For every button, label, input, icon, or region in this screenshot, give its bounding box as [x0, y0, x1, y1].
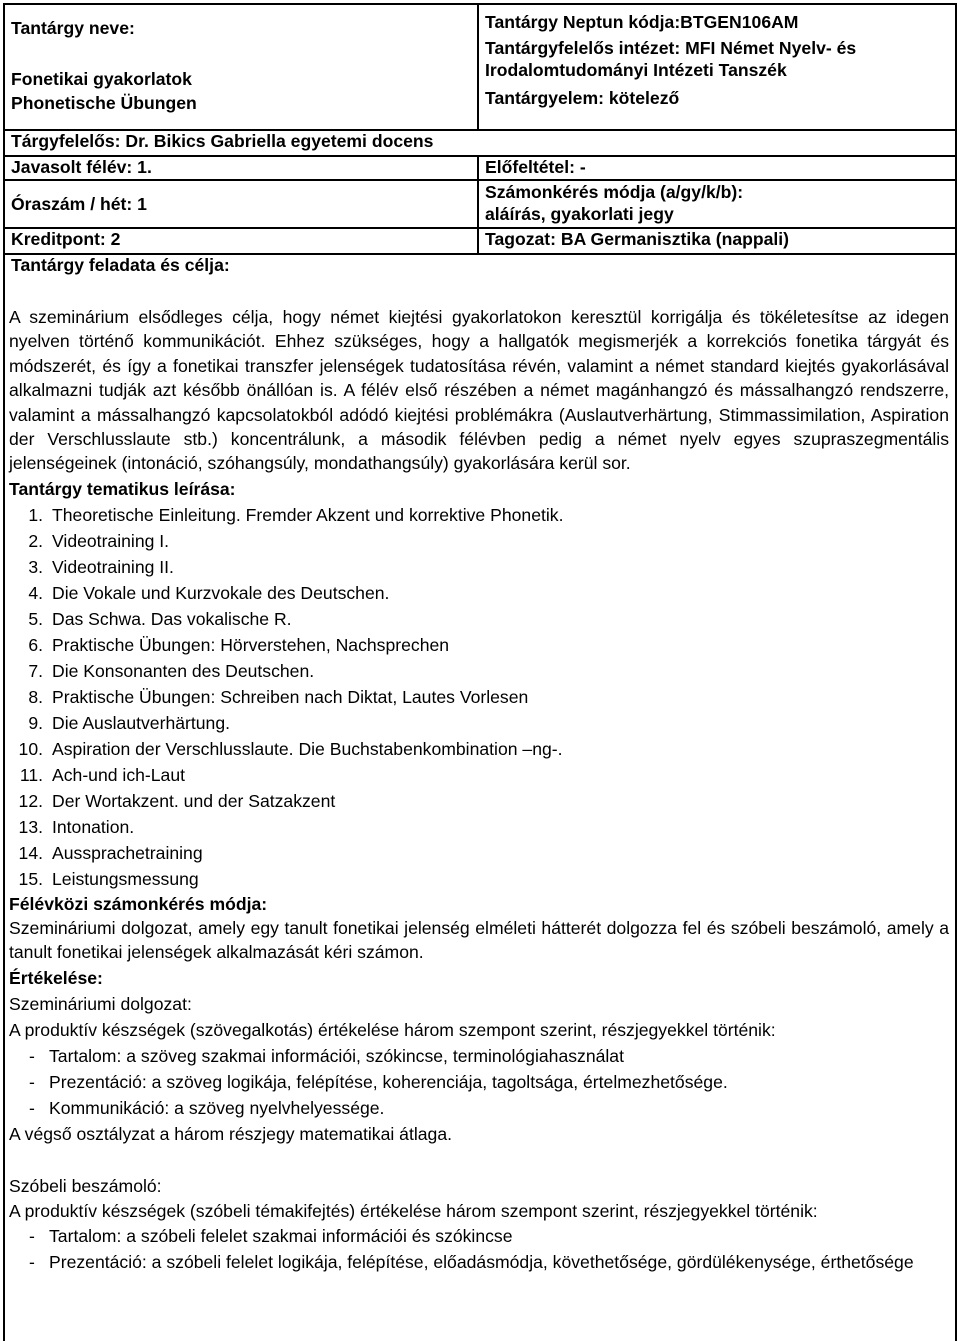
dash-bullet: - — [29, 1045, 35, 1066]
topic-number: 2. — [28, 530, 43, 551]
topic-number: 14. — [18, 842, 43, 863]
topic-item — [9, 814, 949, 840]
paper-final: A végső osztályzat a három részjegy matematikai átlaga. — [9, 1123, 452, 1144]
assessment-cell — [478, 180, 956, 228]
oral-criterion — [9, 1223, 949, 1249]
semester: Javasolt félév: 1. — [11, 157, 152, 177]
topic-text: Videotraining II. — [52, 556, 174, 577]
dash-bullet: - — [29, 1097, 35, 1118]
topics-heading: Tantárgy tematikus leírása: — [9, 478, 236, 499]
topic-item — [9, 502, 949, 528]
course-header-table — [3, 3, 957, 280]
topic-item — [9, 866, 949, 892]
topic-text: Aspiration der Verschlusslaute. Die Buchstabenkombination –ng-. — [52, 738, 563, 759]
intro-sentence-3: A félév első részében a német magánhangzó és mássalhangzó rendszerre, valamint a mássalhangzó kapcsolatokból adódó kiejtési problémákra (Auslautverhärtung, Stimmassimilation, Aspiration der Verschlusslaute stb.) koncentrálunk, a második félévben pedig a német nyelv egyes szupraszegmentális jelenségeinek (intonáció, szóhangsúly, mondathangsúly) gyakorlására kerül sor. — [9, 380, 950, 474]
topic-text: Das Schwa. Das vokalische R. — [52, 608, 292, 629]
track-cell — [478, 228, 956, 254]
subject-label: Tantárgy neve: — [11, 18, 135, 38]
task-label: Tantárgy feladata és célja: — [11, 255, 230, 275]
track: Tagozat: BA Germanisztika (nappali) — [485, 229, 790, 249]
topic-number: 5. — [28, 608, 43, 629]
topic-text: Videotraining I. — [52, 530, 170, 551]
topic-item — [9, 658, 949, 684]
subject-meta-cell — [478, 4, 956, 130]
midterm-heading: Félévközi számonkérés módja: — [9, 893, 268, 914]
topic-text: Theoretische Einleitung. Fremder Akzent und korrektive Phonetik. — [52, 504, 564, 525]
credits: Kreditpont: 2 — [11, 229, 121, 249]
topic-text: Die Konsonanten des Deutschen. — [52, 660, 315, 681]
topic-number: 15. — [18, 868, 43, 889]
paper-criterion-text: Prezentáció: a szöveg logikája, felépítése, koherenciája, tagoltsága, értelmezhetősége. — [49, 1071, 728, 1092]
paper-criterion — [9, 1043, 949, 1069]
hours-per-week: Óraszám / hét: 1 — [11, 193, 147, 214]
intro-paragraph — [9, 305, 949, 476]
topic-text: Leistungsmessung — [52, 868, 199, 889]
oral-criterion-text: Tartalom: a szóbeli felelet szakmai információi és szókincse — [49, 1226, 513, 1247]
topics-list — [9, 502, 949, 892]
topic-item — [9, 554, 949, 580]
topic-item — [9, 710, 949, 736]
paper-label: Szemináriumi dolgozat: — [9, 993, 192, 1014]
evaluation-heading: Értékelése: — [9, 967, 103, 988]
dash-bullet: - — [29, 1252, 35, 1273]
paper-criterion-text: Tartalom: a szöveg szakmai információi, szókincse, terminológiahasználat — [49, 1045, 624, 1066]
topic-number: 9. — [28, 712, 43, 733]
topic-number: 1. — [28, 504, 43, 525]
topic-item — [9, 684, 949, 710]
topic-item — [9, 528, 949, 554]
topic-text: Aussprachetraining — [52, 842, 203, 863]
paper-criteria — [9, 1043, 949, 1121]
subject-name-hu: Fonetikai gyakorlatok — [11, 69, 192, 89]
assessment-value: aláírás, gyakorlati jegy — [485, 204, 674, 224]
topic-number: 7. — [28, 660, 43, 681]
topic-text: Praktische Übungen: Schreiben nach Diktat, Lautes Vorlesen — [52, 686, 529, 707]
topic-number: 11. — [19, 764, 43, 785]
neptun-code: Tantárgy Neptun kódja:BTGEN106AM — [485, 12, 799, 32]
topic-text: Ach-und ich-Laut — [52, 764, 186, 785]
topic-text: Praktische Übungen: Hörverstehen, Nachsprechen — [52, 634, 450, 655]
dash-bullet: - — [29, 1226, 35, 1247]
intro-sentence-2: Ehhez szükséges, hogy a hallgatók megismerjék a korrekciós fonetika tárgyát és módszerét, és így a fonetikai transzfer jelenségek tudatosítása révén, valamint a német standard kiejtés gyakorlásával alkalmazni tudják azt később önállóan is. — [9, 331, 949, 401]
course-element: Tantárgyelem: kötelező — [485, 88, 680, 108]
hours-cell — [4, 180, 478, 228]
topic-item — [9, 736, 949, 762]
prerequisite: Előfeltétel: - — [485, 157, 586, 177]
oral-intro: A produktív készségek (szóbeli témakifejtés) értékelése három szempont szerint, részjegyekkel történik: — [9, 1200, 818, 1221]
oral-criteria — [9, 1223, 949, 1275]
topic-number: 3. — [28, 556, 43, 577]
topic-text: Der Wortakzent. und der Satzakzent — [52, 790, 336, 811]
prereq-cell — [478, 156, 956, 180]
topic-number: 4. — [28, 582, 43, 603]
midterm-text: Szemináriumi dolgozat, amely egy tanult fonetikai jelenség elméleti hátterét dolgozza fel és szóbeli beszámoló, amely a tanult fonetikai jelenségek alkalmazását kéri számon. — [9, 917, 949, 963]
topic-item — [9, 632, 949, 658]
topic-item — [9, 788, 949, 814]
topic-text: Die Vokale und Kurzvokale des Deutschen. — [52, 582, 390, 603]
semester-cell — [4, 156, 478, 180]
subject-name-de: Phonetische Übungen — [11, 93, 197, 113]
topic-number: 13. — [18, 816, 43, 837]
institute: Tantárgyfelelős intézet: MFI Német Nyelv- és Irodalomtudományi Intézeti Tanszék — [485, 38, 857, 80]
paper-intro: A produktív készségek (szövegalkotás) értékelése három szempont szerint, részjegyekkel történik: — [9, 1019, 776, 1040]
assessment-label: Számonkérés módja (a/gy/k/b): — [485, 182, 744, 202]
intro-sentence-1: A szeminárium elsődleges célja, hogy német kiejtési gyakorlatokon keresztül korrigálja és tökéletesítse az idegen nyelven történő kommunikációt. — [9, 307, 949, 352]
topic-number: 12. — [18, 790, 43, 811]
dash-bullet: - — [29, 1071, 35, 1092]
oral-label: Szóbeli beszámoló: — [9, 1175, 162, 1196]
credits-cell — [4, 228, 478, 254]
topic-item — [9, 840, 949, 866]
oral-criterion-text: Prezentáció: a szóbeli felelet logikája, felépítése, előadásmódja, követhetősége, gördülékenysége, érthetősége — [49, 1252, 914, 1273]
topic-text: Intonation. — [52, 816, 135, 837]
oral-criterion — [9, 1249, 949, 1275]
topic-number: 8. — [28, 686, 43, 707]
topic-item — [9, 580, 949, 606]
document-body — [9, 305, 949, 1275]
responsible: Tárgyfelelős: Dr. Bikics Gabriella egyetemi docens — [11, 131, 434, 151]
topic-number: 6. — [28, 634, 43, 655]
topic-text: Die Auslautverhärtung. — [52, 712, 230, 733]
topic-item — [9, 762, 949, 788]
topic-item — [9, 606, 949, 632]
paper-criterion — [9, 1095, 949, 1121]
responsible-cell — [4, 130, 956, 156]
topic-number: 10. — [18, 738, 43, 759]
paper-criterion — [9, 1069, 949, 1095]
subject-name-cell — [4, 4, 478, 130]
paper-criterion-text: Kommunikáció: a szöveg nyelvhelyessége. — [49, 1097, 385, 1118]
